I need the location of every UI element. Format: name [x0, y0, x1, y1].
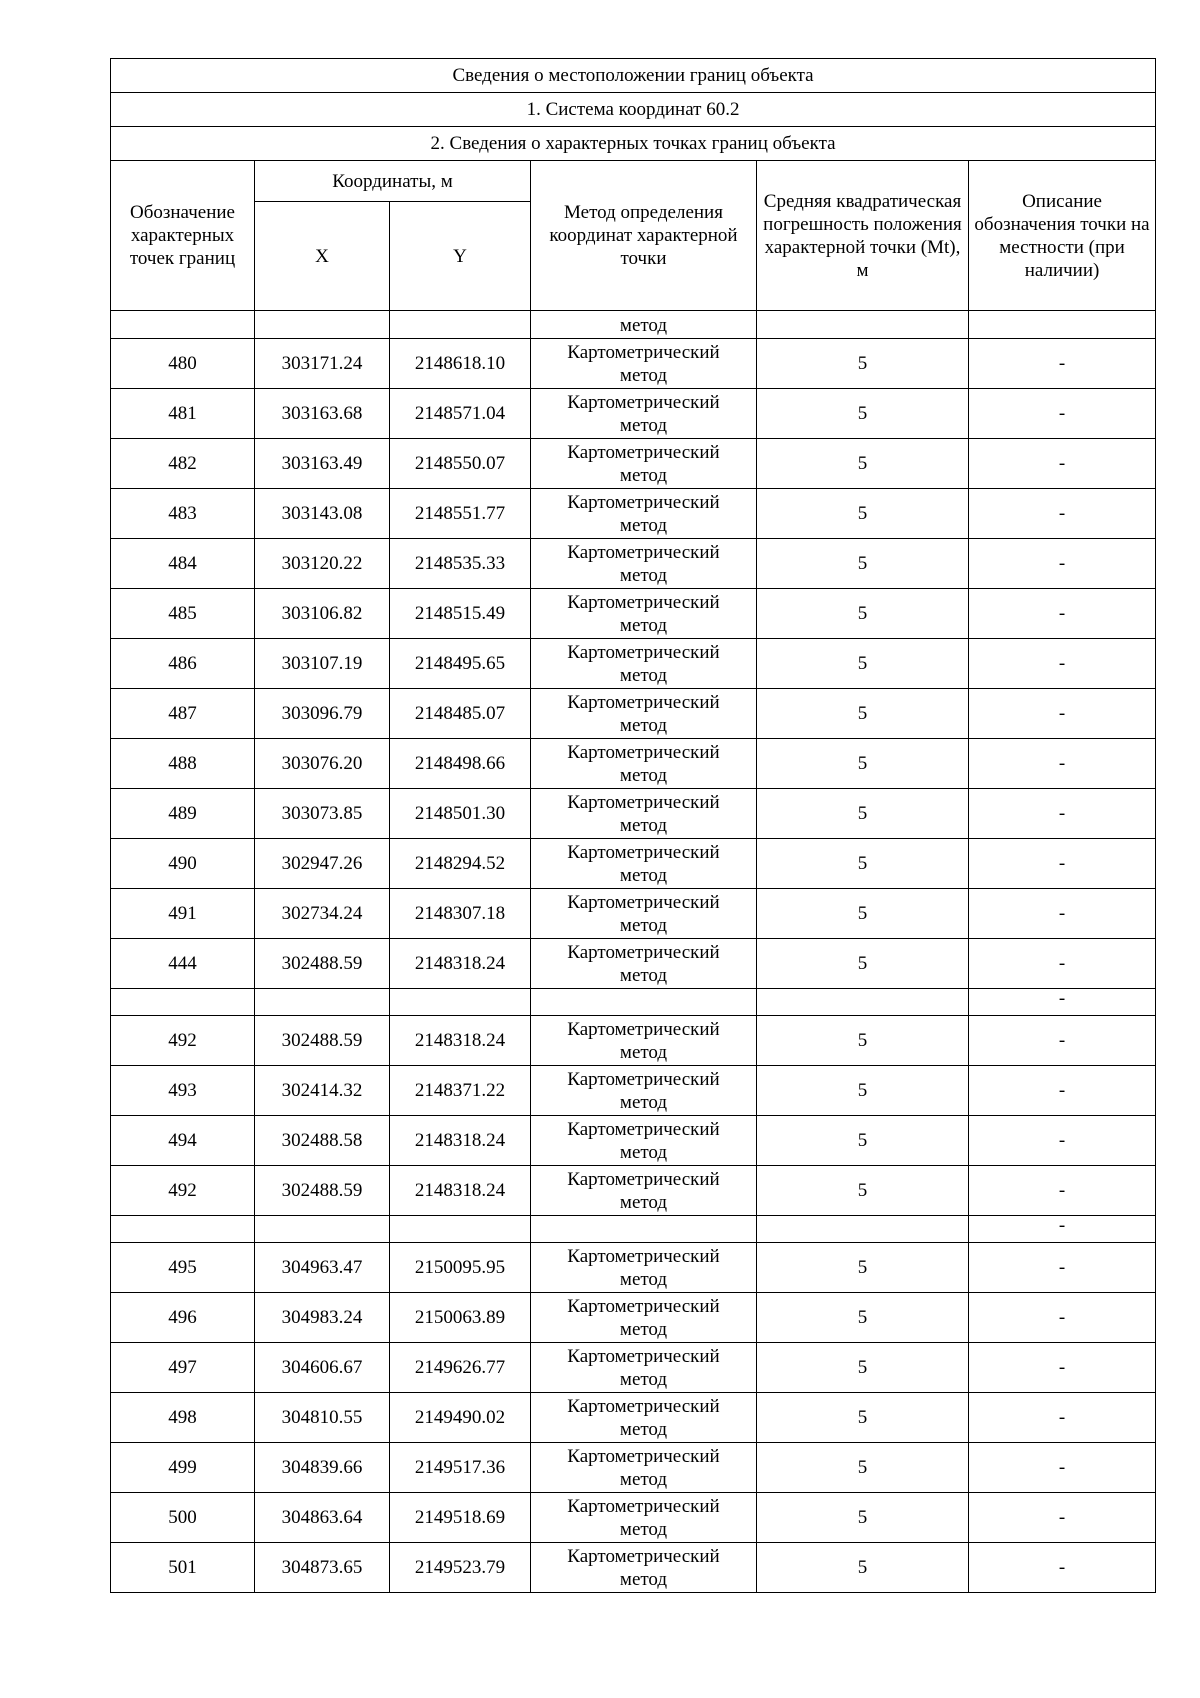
table-row — [111, 389, 1156, 439]
point-description: - — [969, 589, 1156, 639]
point-number: 481 — [111, 389, 255, 439]
coord-x: 302734.24 — [255, 889, 390, 939]
point-description: - — [969, 1393, 1156, 1443]
method-line-1: Картометрический — [567, 1168, 720, 1190]
coord-x: 303076.20 — [255, 739, 390, 789]
point-number: 482 — [111, 439, 255, 489]
table-row — [111, 639, 1156, 689]
method-cell — [531, 989, 757, 1016]
method-line-2: метод — [619, 814, 668, 836]
point-number: 490 — [111, 839, 255, 889]
method-cell — [531, 1066, 757, 1116]
point-description — [969, 311, 1156, 339]
point-description: - — [969, 339, 1156, 389]
error-value: 5 — [757, 889, 969, 939]
method-line-2: метод — [619, 1468, 668, 1490]
point-description: - — [969, 1216, 1156, 1243]
coord-y: 2148318.24 — [390, 1016, 531, 1066]
header-coords: Координаты, м — [255, 161, 531, 202]
coord-y — [390, 311, 531, 339]
point-description: - — [969, 539, 1156, 589]
method-cell — [531, 389, 757, 439]
method-line-1: Картометрический — [567, 591, 720, 613]
point-number: 499 — [111, 1443, 255, 1493]
point-number: 483 — [111, 489, 255, 539]
error-value: 5 — [757, 589, 969, 639]
continuation-row — [111, 311, 1156, 339]
coord-x: 302488.59 — [255, 1166, 390, 1216]
coord-x: 302488.59 — [255, 939, 390, 989]
point-number: 494 — [111, 1116, 255, 1166]
coord-system-row — [111, 93, 1156, 127]
point-description: - — [969, 739, 1156, 789]
table-row — [111, 739, 1156, 789]
point-number: 492 — [111, 1166, 255, 1216]
coord-x — [255, 1216, 390, 1243]
coord-y: 2148294.52 — [390, 839, 531, 889]
coord-x: 303107.19 — [255, 639, 390, 689]
point-description: - — [969, 1343, 1156, 1393]
error-value: 5 — [757, 1066, 969, 1116]
coord-y: 2148318.24 — [390, 1116, 531, 1166]
method-line-1: Картометрический — [567, 941, 720, 963]
method-cell — [531, 689, 757, 739]
method-line-2: метод — [619, 1368, 668, 1390]
coord-x: 303143.08 — [255, 489, 390, 539]
coord-x: 303120.22 — [255, 539, 390, 589]
method-line-1: Картометрический — [567, 1068, 720, 1090]
coord-y: 2148485.07 — [390, 689, 531, 739]
coord-x: 304839.66 — [255, 1443, 390, 1493]
error-value: 5 — [757, 939, 969, 989]
table-row — [111, 1493, 1156, 1543]
table-row — [111, 839, 1156, 889]
coord-x: 304863.64 — [255, 1493, 390, 1543]
method-line-2: метод — [619, 664, 668, 686]
error-value: 5 — [757, 1493, 969, 1543]
coord-y: 2148318.24 — [390, 939, 531, 989]
coord-x: 303073.85 — [255, 789, 390, 839]
header-y: Y — [390, 202, 531, 311]
coord-y: 2149490.02 — [390, 1393, 531, 1443]
coord-x: 303096.79 — [255, 689, 390, 739]
table-row — [111, 1166, 1156, 1216]
method-cell — [531, 889, 757, 939]
method-line-1: Картометрический — [567, 1545, 720, 1567]
point-number: 497 — [111, 1343, 255, 1393]
error-value: 5 — [757, 1343, 969, 1393]
error-value: 5 — [757, 739, 969, 789]
method-cell — [531, 789, 757, 839]
coord-y: 2149626.77 — [390, 1343, 531, 1393]
coord-y: 2148515.49 — [390, 589, 531, 639]
point-number — [111, 1216, 255, 1243]
coord-y: 2149523.79 — [390, 1543, 531, 1593]
method-cell — [531, 839, 757, 889]
coord-y: 2148495.65 — [390, 639, 531, 689]
method-line-2: метод — [619, 1191, 668, 1213]
method-line-1: Картометрический — [567, 1018, 720, 1040]
point-description: - — [969, 689, 1156, 739]
point-description: - — [969, 889, 1156, 939]
method-line-2: метод — [619, 1518, 668, 1540]
error-value: 5 — [757, 1443, 969, 1493]
coord-y: 2148498.66 — [390, 739, 531, 789]
table-row — [111, 1016, 1156, 1066]
contour-separator-row — [111, 989, 1156, 1016]
method-line-2: метод — [619, 1418, 668, 1440]
point-number: 501 — [111, 1543, 255, 1593]
header-row-1 — [111, 161, 1156, 202]
table-row — [111, 439, 1156, 489]
method-line-2: метод — [619, 414, 668, 436]
method-line-1: Картометрический — [567, 341, 720, 363]
header-x: X — [255, 202, 390, 311]
points-section-title: 2. Сведения о характерных точках границ объекта — [111, 127, 1156, 161]
method-line-1: Картометрический — [567, 1495, 720, 1517]
document-sheet — [110, 58, 1155, 1593]
boundary-points-table — [110, 58, 1156, 1593]
method-line-1: Картометрический — [567, 841, 720, 863]
point-number: 493 — [111, 1066, 255, 1116]
coord-y: 2149518.69 — [390, 1493, 531, 1543]
table-row — [111, 339, 1156, 389]
contour-separator-row — [111, 1216, 1156, 1243]
header-error: Средняя квадратическая погрешность положения характерной точки (Mt), м — [757, 161, 969, 311]
method-cell — [531, 1243, 757, 1293]
method-cell — [531, 1543, 757, 1593]
table-row — [111, 1066, 1156, 1116]
method-cell — [531, 1293, 757, 1343]
point-description: - — [969, 839, 1156, 889]
error-value: 5 — [757, 1393, 969, 1443]
coord-y: 2148551.77 — [390, 489, 531, 539]
method-line-1: Картометрический — [567, 1295, 720, 1317]
table-row — [111, 689, 1156, 739]
method-cell — [531, 1216, 757, 1243]
error-value — [757, 989, 969, 1016]
coord-x: 303106.82 — [255, 589, 390, 639]
table-row — [111, 1116, 1156, 1166]
method-line-2: метод — [619, 1568, 668, 1590]
method-line-2: метод — [619, 1268, 668, 1290]
point-description: - — [969, 1493, 1156, 1543]
method-line-2: метод — [619, 1141, 668, 1163]
table-row — [111, 1243, 1156, 1293]
error-value: 5 — [757, 789, 969, 839]
method-cell — [531, 739, 757, 789]
method-cell — [531, 1343, 757, 1393]
method-line-2: метод — [619, 914, 668, 936]
method-cell — [531, 489, 757, 539]
point-number: 498 — [111, 1393, 255, 1443]
method-line-1: Картометрический — [567, 1445, 720, 1467]
method-line-1: Картометрический — [567, 1118, 720, 1140]
method-line-2: метод — [619, 1091, 668, 1113]
coord-y — [390, 1216, 531, 1243]
method-line-1: Картометрический — [567, 1395, 720, 1417]
coord-y: 2148618.10 — [390, 339, 531, 389]
method-cell — [531, 539, 757, 589]
method-line-2: метод — [619, 714, 668, 736]
error-value: 5 — [757, 1016, 969, 1066]
error-value: 5 — [757, 389, 969, 439]
coord-y: 2148318.24 — [390, 1166, 531, 1216]
method-line-1: Картометрический — [567, 391, 720, 413]
method-cell — [531, 439, 757, 489]
point-number: 491 — [111, 889, 255, 939]
table-row — [111, 489, 1156, 539]
point-description: - — [969, 1293, 1156, 1343]
method-line-1: Картометрический — [567, 491, 720, 513]
point-description: - — [969, 489, 1156, 539]
point-number: 500 — [111, 1493, 255, 1543]
coord-x: 302414.32 — [255, 1066, 390, 1116]
method-line-1: Картометрический — [567, 1345, 720, 1367]
error-value — [757, 311, 969, 339]
error-value: 5 — [757, 689, 969, 739]
method-line-1: Картометрический — [567, 691, 720, 713]
table-row — [111, 1293, 1156, 1343]
point-number: 486 — [111, 639, 255, 689]
coord-y: 2149517.36 — [390, 1443, 531, 1493]
point-number: 484 — [111, 539, 255, 589]
point-number — [111, 989, 255, 1016]
error-value — [757, 1216, 969, 1243]
method-line-2: метод — [619, 514, 668, 536]
coord-x: 302947.26 — [255, 839, 390, 889]
point-number: 487 — [111, 689, 255, 739]
table-row — [111, 789, 1156, 839]
coord-y: 2148535.33 — [390, 539, 531, 589]
method-line-1: Картометрический — [567, 641, 720, 663]
coord-y: 2150063.89 — [390, 1293, 531, 1343]
method-line-2: метод — [619, 964, 668, 986]
method-line-1: Картометрический — [567, 741, 720, 763]
method-cell — [531, 1493, 757, 1543]
point-description: - — [969, 1243, 1156, 1293]
method-line-1: Картометрический — [567, 891, 720, 913]
error-value: 5 — [757, 1166, 969, 1216]
coord-x: 302488.58 — [255, 1116, 390, 1166]
point-number: 492 — [111, 1016, 255, 1066]
method-cell — [531, 1166, 757, 1216]
table-title: Сведения о местоположении границ объекта — [111, 59, 1156, 93]
coord-x: 303163.68 — [255, 389, 390, 439]
points-section-row — [111, 127, 1156, 161]
coord-system-title: 1. Система координат 60.2 — [111, 93, 1156, 127]
coord-x — [255, 989, 390, 1016]
point-description: - — [969, 939, 1156, 989]
header-point: Обозначение характерных точек границ — [111, 161, 255, 311]
coord-x: 304810.55 — [255, 1393, 390, 1443]
point-description: - — [969, 439, 1156, 489]
coord-y: 2148371.22 — [390, 1066, 531, 1116]
point-number: 488 — [111, 739, 255, 789]
coord-x: 304606.67 — [255, 1343, 390, 1393]
point-number: 496 — [111, 1293, 255, 1343]
point-description: - — [969, 1543, 1156, 1593]
method-line-1: Картометрический — [567, 1245, 720, 1267]
point-description: - — [969, 1166, 1156, 1216]
method-cell — [531, 1393, 757, 1443]
point-number: 480 — [111, 339, 255, 389]
table-row — [111, 889, 1156, 939]
coord-y: 2148501.30 — [390, 789, 531, 839]
coord-x: 304873.65 — [255, 1543, 390, 1593]
table-title-row — [111, 59, 1156, 93]
point-number — [111, 311, 255, 339]
method-line-2: метод — [619, 864, 668, 886]
method-line-2: метод — [619, 564, 668, 586]
error-value: 5 — [757, 1543, 969, 1593]
coord-x — [255, 311, 390, 339]
point-number: 489 — [111, 789, 255, 839]
table-row — [111, 589, 1156, 639]
error-value: 5 — [757, 1243, 969, 1293]
point-number: 444 — [111, 939, 255, 989]
coord-y: 2148571.04 — [390, 389, 531, 439]
method-line-2: метод — [619, 614, 668, 636]
coord-x: 304963.47 — [255, 1243, 390, 1293]
coord-x: 303163.49 — [255, 439, 390, 489]
table-row — [111, 1343, 1156, 1393]
point-number: 495 — [111, 1243, 255, 1293]
method-cell — [531, 589, 757, 639]
point-description: - — [969, 1116, 1156, 1166]
point-description: - — [969, 1443, 1156, 1493]
coord-y: 2150095.95 — [390, 1243, 531, 1293]
point-description: - — [969, 989, 1156, 1016]
error-value: 5 — [757, 539, 969, 589]
error-value: 5 — [757, 839, 969, 889]
header-desc: Описание обозначения точки на местности (при наличии) — [969, 161, 1156, 311]
method-line-2: метод — [619, 1318, 668, 1340]
method-cell — [531, 639, 757, 689]
error-value: 5 — [757, 489, 969, 539]
coord-x: 303171.24 — [255, 339, 390, 389]
table-row — [111, 539, 1156, 589]
point-description: - — [969, 1016, 1156, 1066]
method-line-2: метод — [619, 464, 668, 486]
method-cell — [531, 1116, 757, 1166]
method-cell — [531, 1443, 757, 1493]
method-line-2: метод — [619, 364, 668, 386]
table-row — [111, 1443, 1156, 1493]
table-row — [111, 1393, 1156, 1443]
method-cell: метод — [531, 311, 757, 339]
table-row — [111, 1543, 1156, 1593]
table-row — [111, 939, 1156, 989]
coord-y: 2148307.18 — [390, 889, 531, 939]
method-cell — [531, 339, 757, 389]
point-description: - — [969, 789, 1156, 839]
coord-y: 2148550.07 — [390, 439, 531, 489]
error-value: 5 — [757, 639, 969, 689]
method-line-2: метод — [619, 764, 668, 786]
point-description: - — [969, 639, 1156, 689]
method-line-2: метод — [619, 1041, 668, 1063]
method-line-1: Картометрический — [567, 441, 720, 463]
coord-x: 304983.24 — [255, 1293, 390, 1343]
point-description: - — [969, 1066, 1156, 1116]
method-cell — [531, 939, 757, 989]
point-description: - — [969, 389, 1156, 439]
error-value: 5 — [757, 1293, 969, 1343]
coord-x: 302488.59 — [255, 1016, 390, 1066]
point-number: 485 — [111, 589, 255, 639]
error-value: 5 — [757, 1116, 969, 1166]
method-cell — [531, 1016, 757, 1066]
header-method: Метод определения координат характерной точки — [531, 161, 757, 311]
method-line-1: Картометрический — [567, 541, 720, 563]
method-line-1: Картометрический — [567, 791, 720, 813]
error-value: 5 — [757, 439, 969, 489]
coord-y — [390, 989, 531, 1016]
error-value: 5 — [757, 339, 969, 389]
